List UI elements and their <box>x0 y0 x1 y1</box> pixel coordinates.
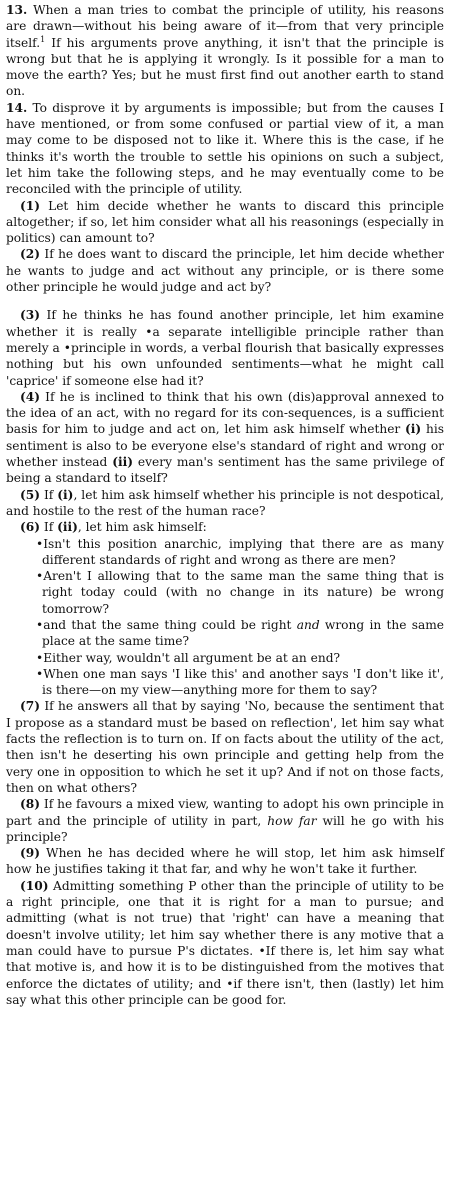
step-9 <box>6 845 444 878</box>
step-number: (3) <box>20 308 41 323</box>
step-6 <box>6 519 444 535</box>
step-number: (9) <box>20 846 41 861</box>
step-text: If he is inclined to think that his own (dis)approval annexed to the idea of an act, with no regard for its con-sequences, is a sufficient basis for him to judge and act on, let him ask himself whether <box>6 389 444 437</box>
step-text: Let him decide whether he wants to discard this principle altogether; if so, let him consider what all his reasonings (especially in politics) can amount to? <box>6 198 445 246</box>
paragraph-text: If his arguments prove anything, it isn't that the principle is wrong but that he is applying it wrongly. Is it possible for a man to move the earth? Yes; but he must first find out another earth to stand on. <box>6 35 444 99</box>
option-marker: (i) <box>57 487 74 502</box>
paragraph-number: 14. <box>6 100 28 115</box>
list-item: •When one man says 'I like this' and another says 'I don't like it', is there—on my view—anything more for them to say? <box>36 666 444 698</box>
paragraph-13 <box>6 2 444 100</box>
step-text: his sentiment is also to be everyone else's standard of right and wrong or whether instead <box>6 422 444 470</box>
step-number: (4) <box>20 389 41 404</box>
paragraph-14 <box>6 100 444 198</box>
step-text: Admitting something P other than the principle of utility to be a right principle, one that it is right for a man to pursue; and admitting (what is not true) that 'right' can have a meaning that doesn't involve utility; let him say whether there is any motive that a man could have to pursue P's dictates. •If there is, let him say what that motive is, and how it is to be distinguished from the motives that enforce the dictates of utility; and •if there isn't, then (lastly) let him say what this other principle can be good for. <box>6 878 444 1007</box>
option-marker: (ii) <box>57 520 78 535</box>
step-8 <box>6 796 444 845</box>
paragraph-number: 13. <box>6 3 28 17</box>
step-text: , let him ask himself: <box>77 520 207 535</box>
list-item: •Either way, wouldn't all argument be at an end? <box>36 650 341 665</box>
step-text: every man's sentiment has the same privilege of being a standard to itself? <box>6 455 444 486</box>
paragraph-text: When a man tries to combat the principle of utility, his reasons are drawn—without his being aware of it—from that very principle itself. <box>6 3 445 50</box>
step-number: (10) <box>20 878 49 893</box>
step-text: will he go with his principle? <box>6 813 445 844</box>
step-number: (5) <box>20 487 41 502</box>
step-5 <box>6 487 444 520</box>
list-item-text: •and that the same thing could be right <box>36 617 297 632</box>
step-text: If he thinks he has found another principle, let him examine whether it is really •a separate intelligible principle rather than merely a •principle in words, a verbal flourish that basically expresses nothing but his own unfounded sentiments—what he might call 'caprice' if someone else had it? <box>6 308 444 388</box>
step-text: If <box>43 487 58 502</box>
step-text: If he answers all that by saying 'No, because the sentiment that I propose as a standard must be based on reflection', let him say what facts the reflection is to turn on. If on facts about the utility of the act, then isn't he deserting his own principle and getting help from the very one in opposition to which he set it up? And if not on those facts, then on what others? <box>6 699 444 795</box>
paragraph-text: To disprove it by arguments is impossible; but from the causes I have mentioned, or from some confused or partial view of it, a man may come to be disposed not to like it. Where this is the case, if he thinks it's worth the trouble to settle his opinions on such a subject, let him take the following steps, and he may eventually come to be reconciled with the principle of utility. <box>6 100 444 197</box>
emphasis: how far <box>267 813 317 828</box>
step-number: (8) <box>20 797 41 812</box>
step-text: When he has decided where he will stop, let him ask himself how he justifies taking it that far, and why he won't take it further. <box>6 846 444 877</box>
step-7 <box>6 698 444 796</box>
option-marker: (ii) <box>112 455 134 470</box>
footnote-marker[interactable]: 1 <box>40 34 46 44</box>
step-3 <box>6 307 444 388</box>
list-item <box>36 617 444 650</box>
list-item-text: wrong in the same place at the same time? <box>42 617 444 649</box>
step-text: If he does want to discard the principle, let him decide whether he wants to judge and act without any principle, or is there some other principle he would judge and act by? <box>6 247 444 295</box>
step-2 <box>6 246 444 295</box>
option-marker: (i) <box>405 422 422 437</box>
step-1 <box>6 198 444 247</box>
step-text: , let him ask himself whether his principle is not despotical, and hostile to the rest of the human race? <box>6 487 444 518</box>
step-number: (1) <box>20 198 41 213</box>
step-10 <box>6 878 444 1008</box>
step-text: If <box>43 520 58 535</box>
step-number: (6) <box>20 520 41 535</box>
list-item: •Isn't this position anarchic, implying that there are as many different standards of right and wrong as there are men? <box>36 536 444 567</box>
emphasis: and <box>296 617 320 632</box>
step-text: If he favours a mixed view, wanting to adopt his own principle in part and the principle of utility in part, <box>6 797 444 828</box>
question-list <box>36 536 444 699</box>
list-item: •Aren't I allowing that to the same man the same thing that is right today could (with no change in its nature) be wrong tomorrow? <box>36 569 444 616</box>
step-number: (2) <box>20 247 41 262</box>
step-number: (7) <box>20 699 41 714</box>
step-4 <box>6 389 444 487</box>
